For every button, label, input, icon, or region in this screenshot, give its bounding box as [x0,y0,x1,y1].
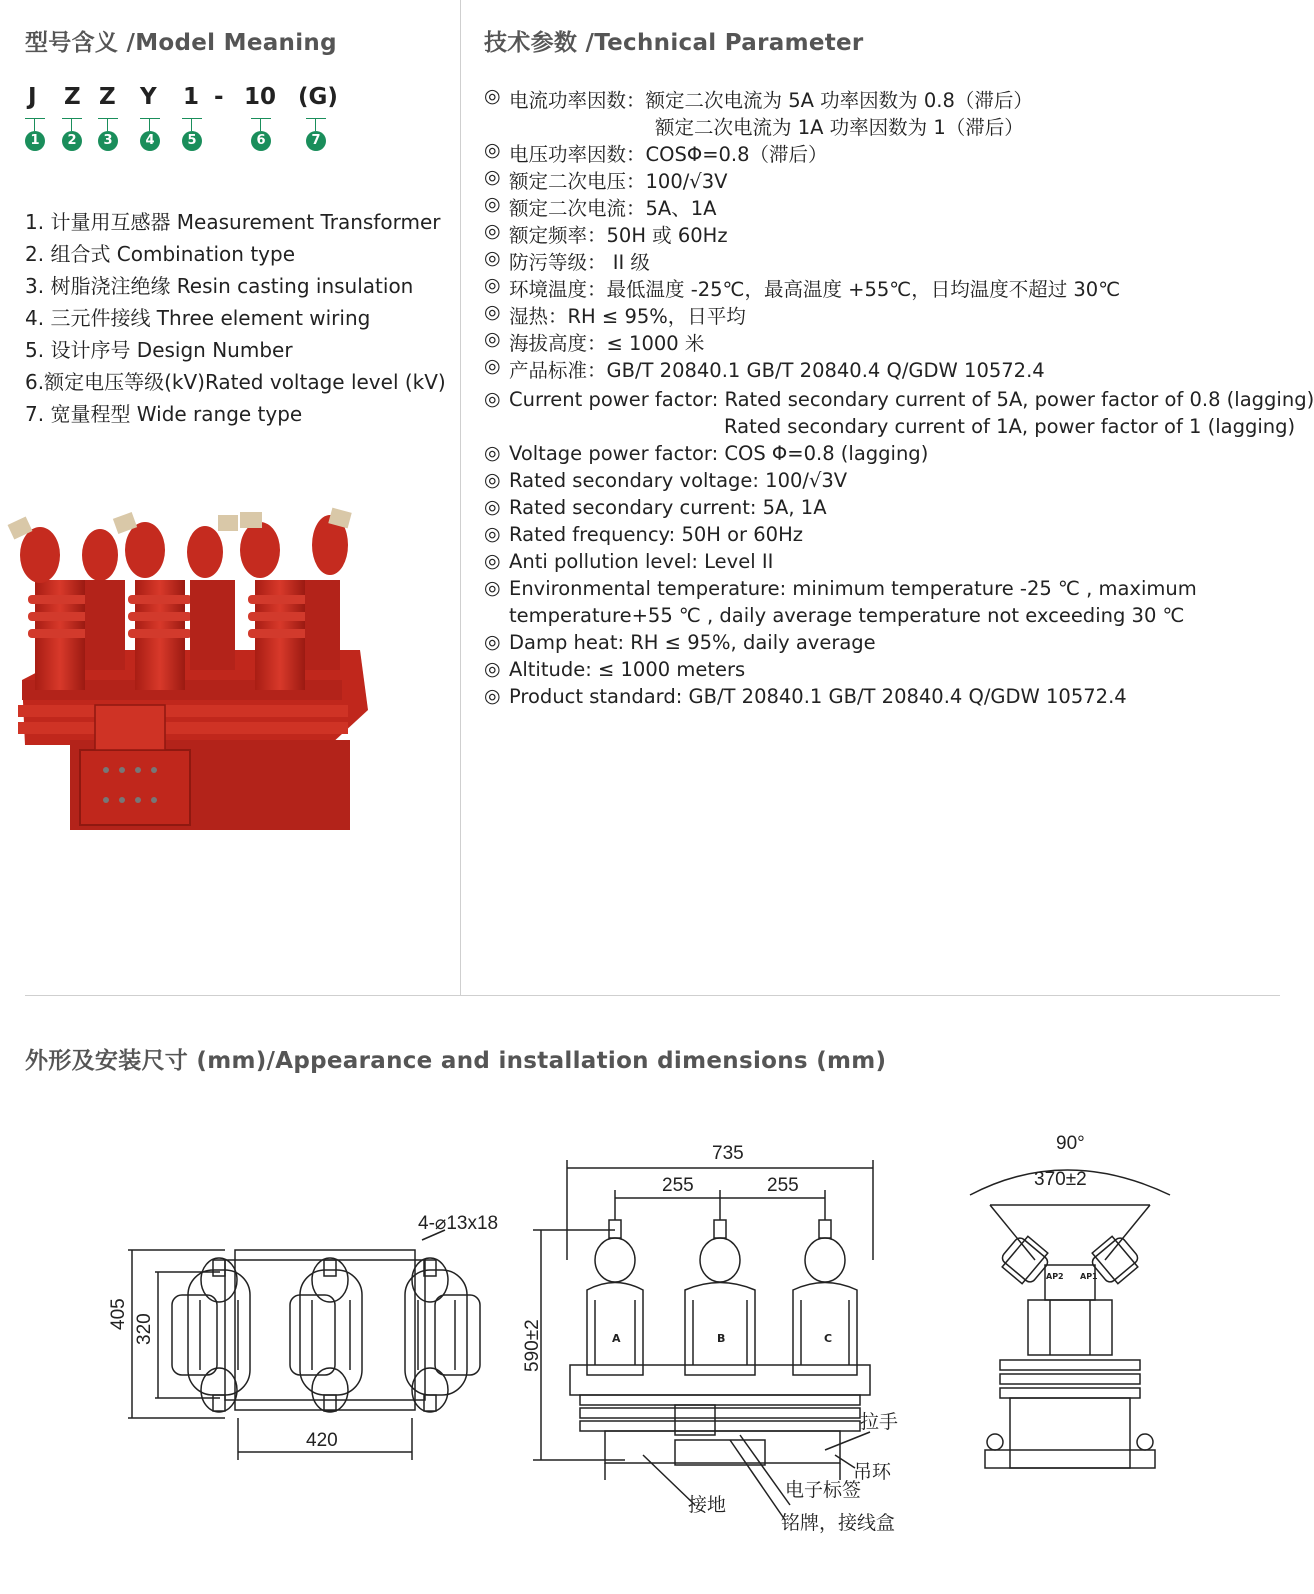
number-badge: 5 [182,131,202,151]
bullet-icon: ◎ [484,220,501,242]
param-line: 防污等级： II 级 [509,251,650,274]
param-line: 额定二次电压：100/√3V [509,170,728,193]
param-line: Environmental temperature: minimum temperature -25 ℃ , maximum [509,577,1197,600]
list-item: 2. 组合式 Combination type [25,242,296,266]
number-badge: 1 [25,131,45,151]
angle-label: 90° [1056,1133,1085,1154]
tech-en-list [0,0,1314,720]
code-char: J [28,84,37,110]
dim-590: 590±2 [522,1319,543,1372]
dimensions-heading: 外形及安装尺寸 (mm)/Appearance and installation dimensions (mm) [25,1048,887,1074]
param-line: Rated secondary current: 5A, 1A [509,496,827,519]
code-char: 10 [244,84,277,110]
grounding-label: 接地 [688,1494,727,1516]
dim-405: 405 [108,1298,129,1330]
param-line: 额定二次电流为 1A 功率因数为 1（滞后） [655,116,1024,139]
list-item: 5. 设计序号 Design Number [25,338,293,362]
bullet-icon: ◎ [484,301,501,323]
list-item: 3. 树脂浇注绝缘 Resin casting insulation [25,274,414,298]
list-item: 1. 计量用互感器 Measurement Transformer [25,210,441,234]
code-char: Z [99,84,116,110]
dim-255-right: 255 [767,1175,799,1196]
code-char: (G) [298,84,338,110]
hole-spec-label: 4-⌀13x18 [418,1213,499,1234]
param-line: 产品标准：GB/T 20840.1 GB/T 20840.4 Q/GDW 10572.4 [509,359,1045,382]
param-line: Damp heat: RH ≤ 95%, daily average [509,631,876,654]
code-char: 1 [183,84,200,110]
param-line: Altitude: ≤ 1000 meters [509,658,746,681]
param-line: Rated secondary current of 1A, power factor of 1 (lagging) [724,415,1296,438]
bullet-icon: ◎ [484,139,501,161]
phase-a-label: A [612,1332,621,1345]
bullet-icon: ◎ [484,442,501,464]
list-item: 4. 三元件接线 Three element wiring [25,306,371,330]
bullet-icon: ◎ [484,658,501,680]
bullet-icon: ◎ [484,631,501,653]
list-item: 6.额定电压等级(kV)Rated voltage level (kV) [25,370,446,394]
dim-255-left: 255 [662,1175,694,1196]
param-line: Voltage power factor: COS Φ=0.8 (lagging) [509,442,929,465]
bullet-icon: ◎ [484,496,501,518]
dim-420: 420 [306,1430,338,1451]
number-badge: 2 [62,131,82,151]
dim-320: 320 [134,1313,155,1345]
list-item: 7. 宽量程型 Wide range type [25,402,303,426]
bullet-icon: ◎ [484,355,501,377]
nameplate-label: 铭牌，接线盒 [781,1512,896,1534]
spread-label: 370±2 [1034,1169,1087,1190]
param-line: Current power factor: Rated secondary current of 5A, power factor of 0.8 (lagging) [509,388,1314,411]
phase-c-label: C [824,1332,833,1345]
phase-b-label: B [717,1332,726,1345]
code-char: Y [140,84,157,110]
number-badge: 6 [251,131,271,151]
bullet-icon: ◎ [484,523,501,545]
tech-heading: 技术参数 /Technical Parameter [484,30,864,56]
bullet-icon: ◎ [484,166,501,188]
param-line: 湿热：RH ≤ 95%，日平均 [509,305,746,328]
param-line: Rated secondary voltage: 100/√3V [509,469,848,492]
param-line: Product standard: GB/T 20840.1 GB/T 20840.4 Q/GDW 10572.4 [509,685,1127,708]
bullet-icon: ◎ [484,685,501,707]
bullet-icon: ◎ [484,328,501,350]
dim-735: 735 [712,1143,744,1164]
param-line: Anti pollution level: Level II [509,550,774,573]
param-line: temperature+55 ℃ , daily average temperature not exceeding 30 ℃ [509,604,1185,627]
code-char: Z [64,84,81,110]
lifting-ring-label: 吊环 [853,1461,892,1483]
param-line: 额定二次电流：5A、1A [509,197,717,220]
param-line: Rated frequency: 50H or 60Hz [509,523,803,546]
handle-label: 拉手 [860,1411,899,1433]
bullet-icon: ◎ [484,247,501,269]
section-divider [25,995,1280,996]
bullet-icon: ◎ [484,85,501,107]
bullet-icon: ◎ [484,274,501,296]
param-line: 额定频率：50H 或 60Hz [509,224,728,247]
bullet-icon: ◎ [484,577,501,599]
bullet-icon: ◎ [484,193,501,215]
param-line: 海拔高度：≤ 1000 米 [509,332,705,355]
number-badge: 4 [140,131,160,151]
side-view-drawing [960,1150,1180,1480]
param-line: 电流功率因数：额定二次电流为 5A 功率因数为 0.8（滞后） [509,89,1033,112]
bullet-icon: ◎ [484,469,501,491]
bullet-icon: ◎ [484,550,501,572]
ap1-label: AP1 [1080,1272,1098,1281]
code-char: - [214,84,224,110]
param-line: 环境温度：最低温度 -25℃，最高温度 +55℃，日均温度不超过 30℃ [509,278,1121,301]
model-heading: 型号含义 /Model Meaning [25,30,337,56]
number-badge: 3 [98,131,118,151]
bullet-icon: ◎ [484,388,501,410]
electronic-tag-label: 电子标签 [785,1479,862,1501]
number-badge: 7 [306,131,326,151]
ap2-label: AP2 [1046,1272,1064,1281]
param-line: 电压功率因数：COSΦ=0.8（滞后） [509,143,828,166]
